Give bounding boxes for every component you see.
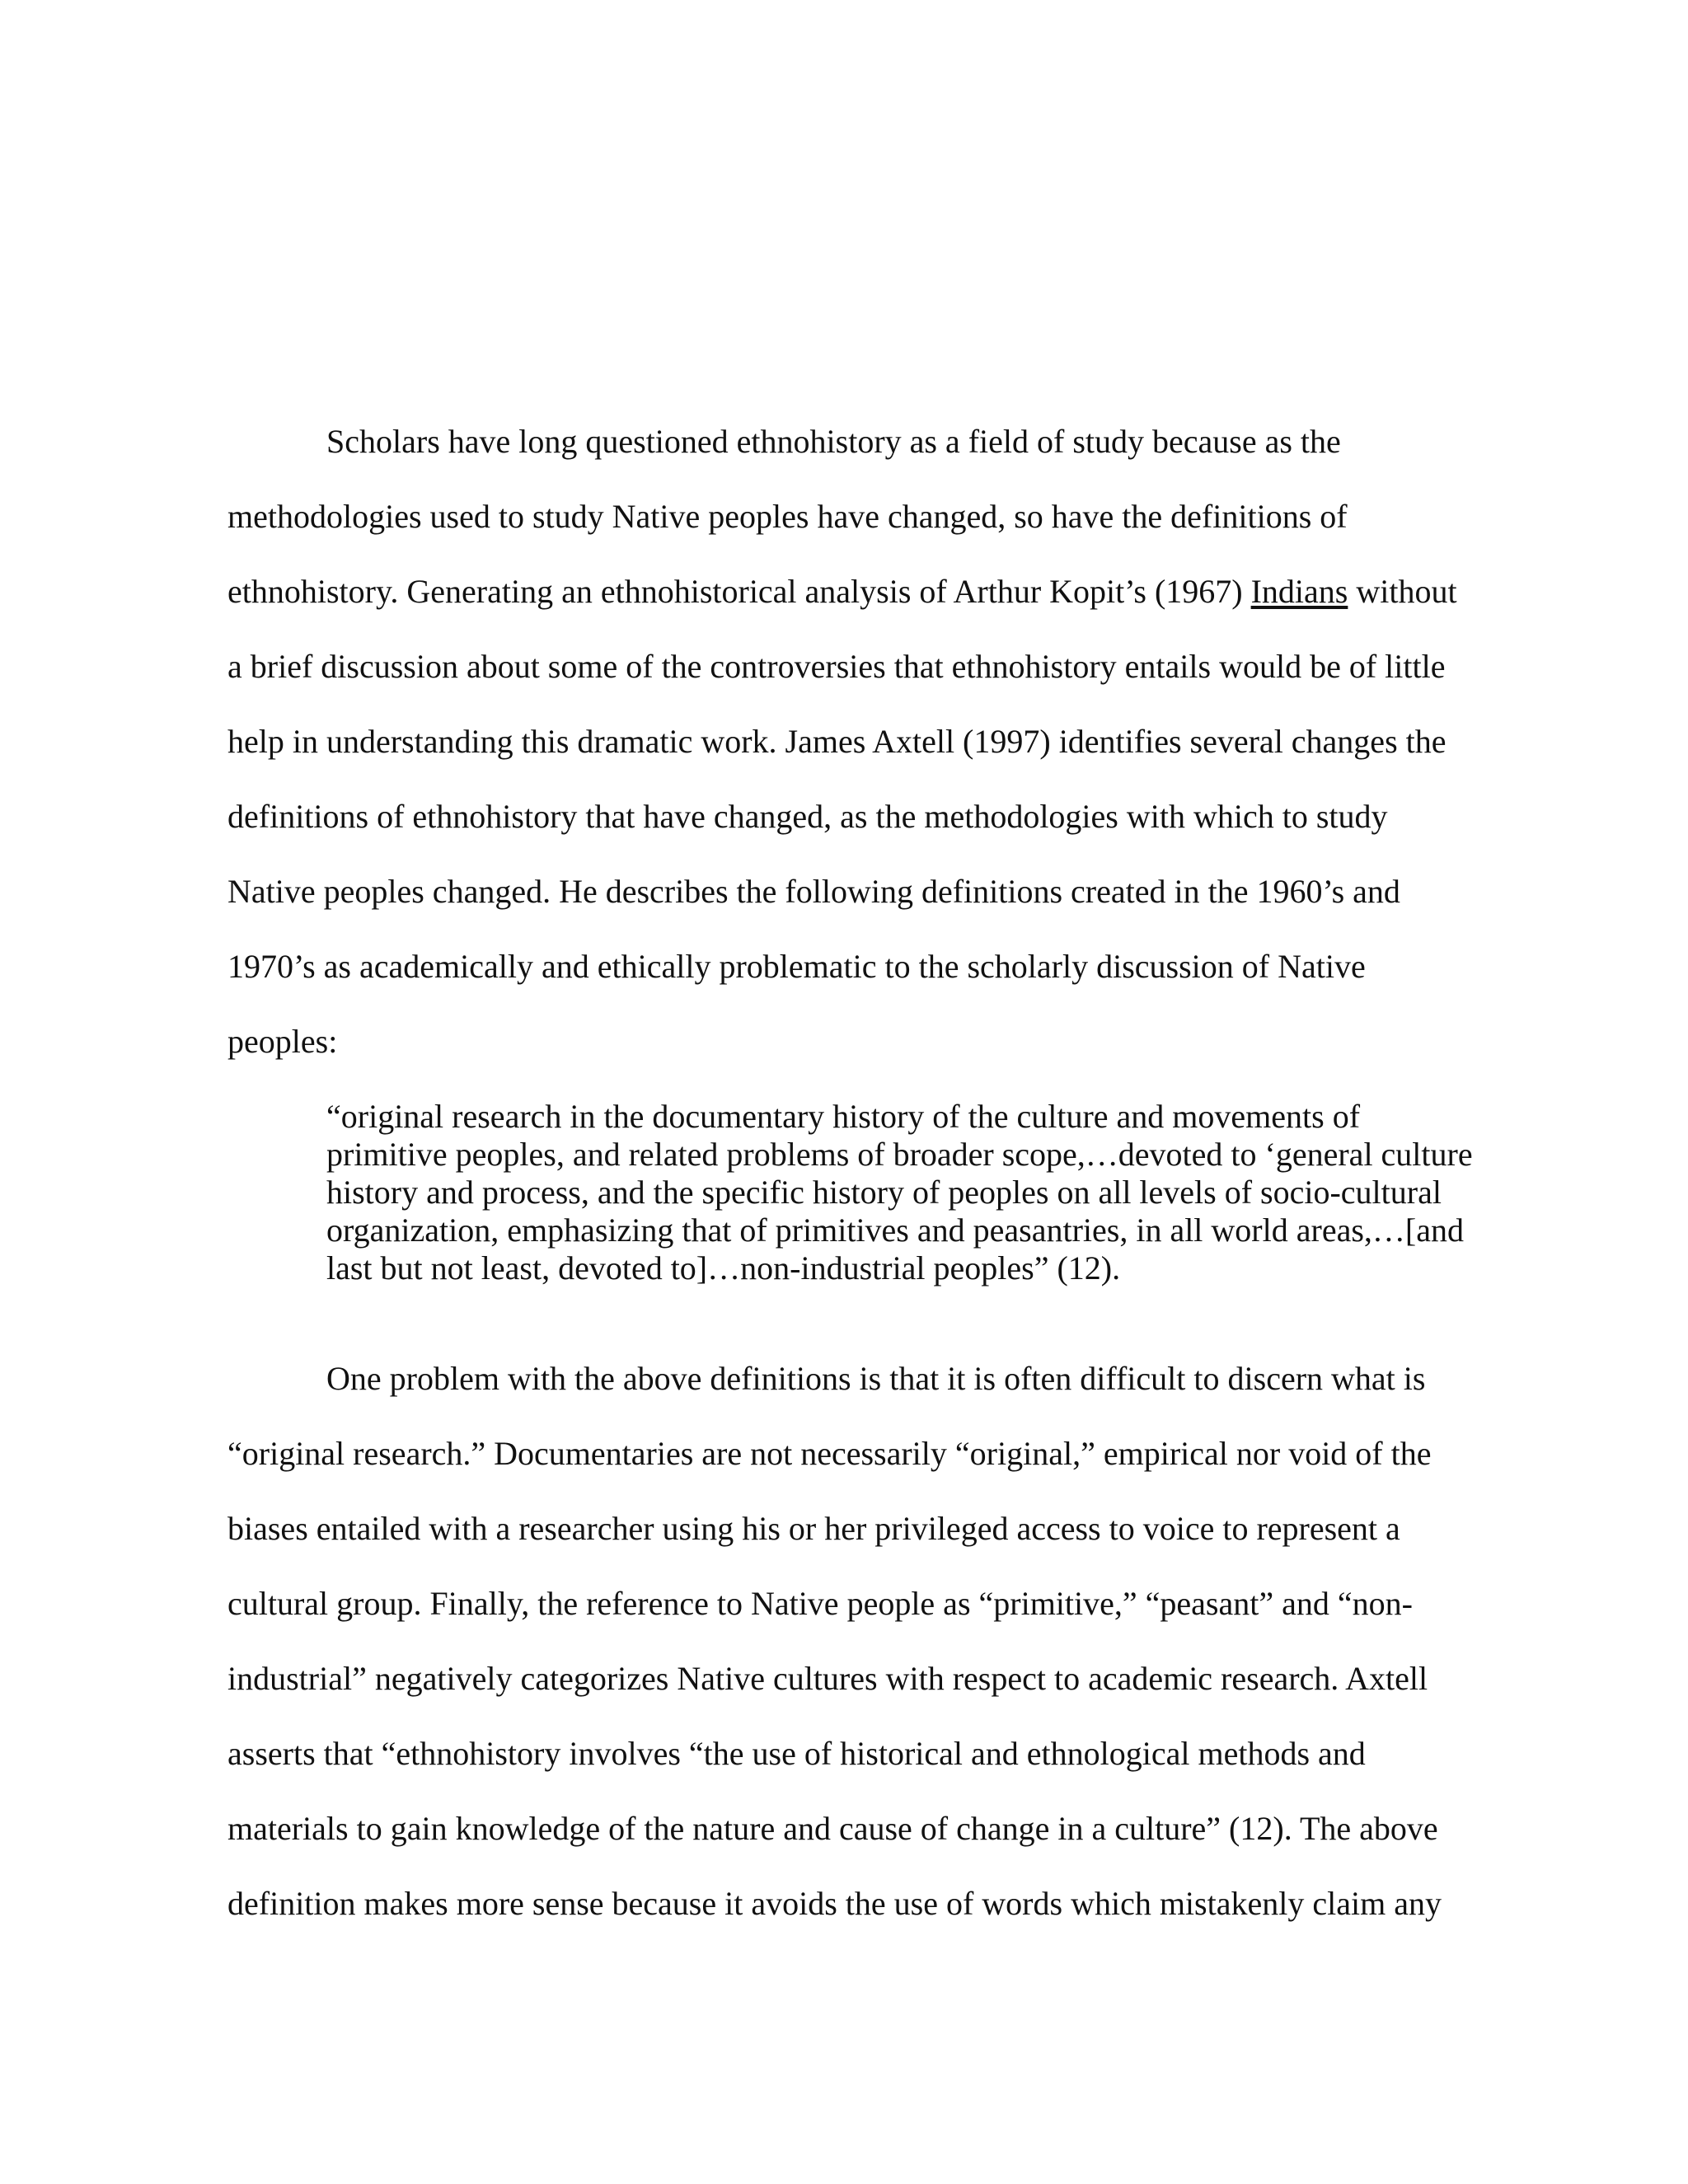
paragraph-2-line-5: industrial” negatively categorizes Native cultures with respect to academic research. Axtell: [227, 1660, 1428, 1697]
block-quote-line-5: last but not least, devoted to]…non-industrial peoples” (12).: [326, 1249, 1121, 1286]
paragraph-1-line-2: methodologies used to study Native peoples have changed, so have the definitions of: [227, 498, 1348, 535]
paragraph-2-line-1: One problem with the above definitions is that it is often difficult to discern what is: [326, 1360, 1426, 1397]
paragraph-1-line-3-end: without: [1348, 573, 1457, 610]
paragraph-1-line-3: [227, 572, 1457, 612]
paragraph-2-line-4: cultural group. Finally, the reference to Native people as “primitive,” “peasant” and “non-: [227, 1585, 1413, 1622]
paragraph-1-line-7: Native peoples changed. He describes the following definitions created in the 1960’s and: [227, 873, 1400, 910]
paragraph-1-line-3-start: ethnohistory. Generating an ethnohistorical analysis of Arthur Kopit’s (1967): [227, 573, 1251, 610]
paragraph-2-line-7: materials to gain knowledge of the nature and cause of change in a culture” (12). The above: [227, 1810, 1438, 1847]
paragraph-1-line-4: a brief discussion about some of the controversies that ethnohistory entails would be of little: [227, 648, 1446, 685]
block-quote-line-2: primitive peoples, and related problems of broader scope,…devoted to ‘general culture: [326, 1136, 1473, 1173]
paragraph-2-line-3: biases entailed with a researcher using his or her privileged access to voice to represent a: [227, 1510, 1400, 1547]
paragraph-2-line-8: definition makes more sense because it avoids the use of words which mistakenly claim any: [227, 1885, 1442, 1922]
paragraph-1-line-8: 1970’s as academically and ethically problematic to the scholarly discussion of Native: [227, 948, 1366, 985]
play-title: Indians: [1250, 573, 1348, 610]
paragraph-1-line-6: definitions of ethnohistory that have changed, as the methodologies with which to study: [227, 798, 1388, 835]
paragraph-1-line-1: Scholars have long questioned ethnohistory as a field of study because as the: [326, 423, 1341, 460]
paragraph-2-line-2: “original research.” Documentaries are not necessarily “original,” empirical nor void of the: [227, 1435, 1432, 1472]
paragraph-2-line-6: asserts that “ethnohistory involves “the use of historical and ethnological methods and: [227, 1735, 1366, 1772]
block-quote-line-1: “original research in the documentary history of the culture and movements of: [326, 1098, 1361, 1135]
paragraph-1-line-5: help in understanding this dramatic work. James Axtell (1997) identifies several changes the: [227, 723, 1447, 760]
paragraph-1-line-9: peoples:: [227, 1023, 338, 1060]
block-quote-line-4: organization, emphasizing that of primitives and peasantries, in all world areas,…[and: [326, 1212, 1464, 1249]
block-quote-line-3: history and process, and the specific history of peoples on all levels of socio-cultural: [326, 1174, 1442, 1211]
